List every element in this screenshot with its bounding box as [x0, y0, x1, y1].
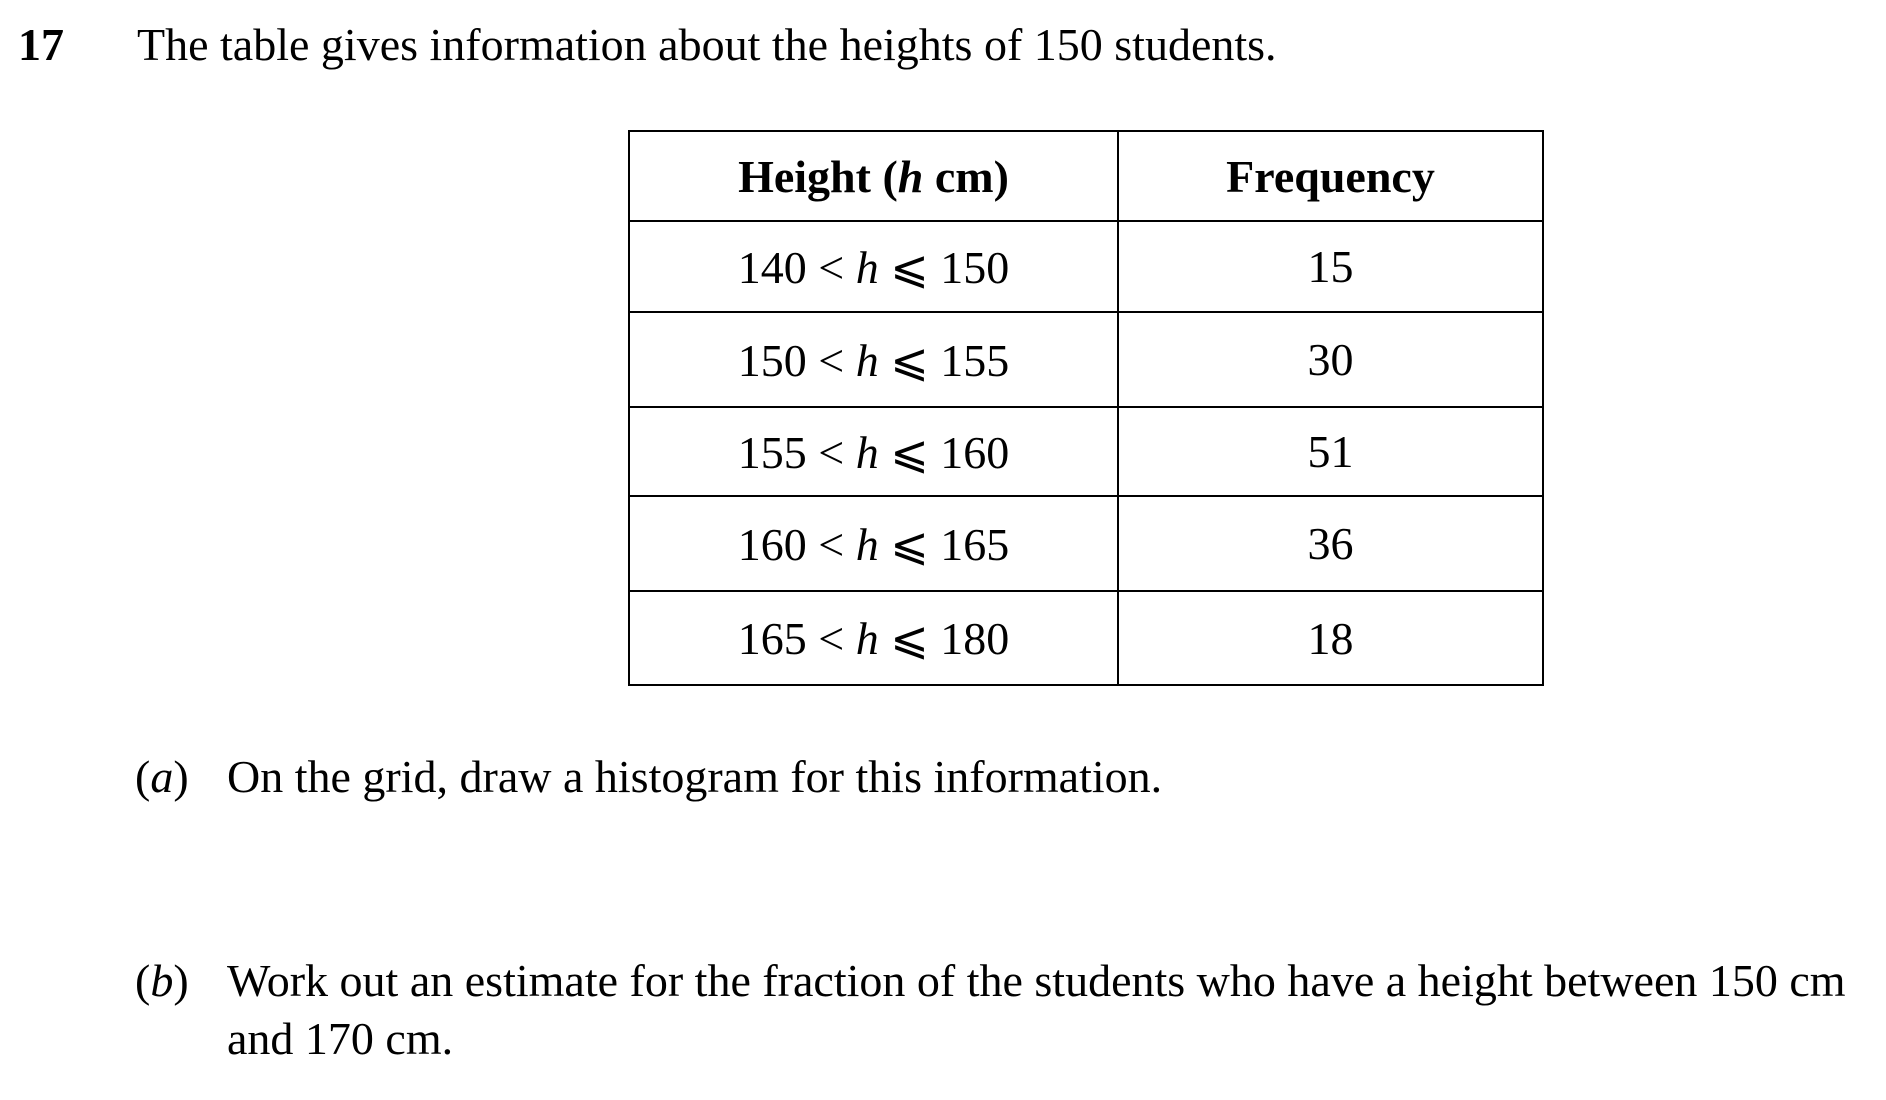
table-row: [629, 496, 1543, 591]
frequency-cell: 30: [1118, 312, 1543, 407]
frequency-cell: 15: [1118, 221, 1543, 312]
interval-upper: ⩽ 160: [878, 426, 1010, 478]
part-a: [135, 748, 1335, 808]
part-b-label: (b): [135, 955, 189, 1006]
height-header-variable: h: [897, 150, 924, 202]
table-row: [629, 591, 1543, 685]
interval-upper: ⩽ 180: [878, 613, 1010, 664]
interval-lower: 165 <: [737, 613, 856, 664]
height-interval-cell: [629, 407, 1118, 496]
frequency-column-header: Frequency: [1118, 131, 1543, 221]
height-header-suffix: cm): [923, 150, 1009, 202]
table-row: [629, 312, 1543, 407]
interval-upper: ⩽ 165: [878, 518, 1010, 570]
interval-lower: 155 <: [737, 426, 856, 478]
frequency-cell: 51: [1118, 407, 1543, 496]
question-number: 17: [18, 19, 64, 70]
interval-upper: ⩽ 150: [878, 241, 1010, 293]
interval-lower: 150 <: [737, 334, 856, 386]
table-header-row: [629, 131, 1543, 221]
interval-variable: h: [855, 426, 879, 478]
interval-variable: h: [855, 518, 879, 570]
interval-lower: 160 <: [737, 518, 856, 570]
interval-variable: h: [855, 241, 879, 293]
height-header-prefix: Height (: [738, 150, 898, 202]
height-frequency-table: [628, 130, 1544, 686]
frequency-cell: 36: [1118, 496, 1543, 591]
interval-variable: h: [855, 613, 879, 664]
height-interval-cell: [629, 221, 1118, 312]
question-intro: The table gives information about the heights of 150 students.: [137, 19, 1277, 70]
height-column-header: [629, 131, 1118, 221]
height-interval-cell: [629, 312, 1118, 407]
table-row: [629, 407, 1543, 496]
part-b: [135, 952, 1885, 1072]
height-interval-cell: [629, 496, 1118, 591]
frequency-cell: 18: [1118, 591, 1543, 685]
part-b-text: Work out an estimate for the fraction of the students who have a height between 150 cm and 170 cm.: [227, 955, 1846, 1064]
table-row: [629, 221, 1543, 312]
interval-lower: 140 <: [737, 241, 856, 293]
part-a-label: (a): [135, 751, 189, 802]
part-a-text: On the grid, draw a histogram for this information.: [227, 751, 1163, 802]
interval-variable: h: [855, 334, 879, 386]
interval-upper: ⩽ 155: [878, 334, 1010, 386]
height-interval-cell: [629, 591, 1118, 685]
